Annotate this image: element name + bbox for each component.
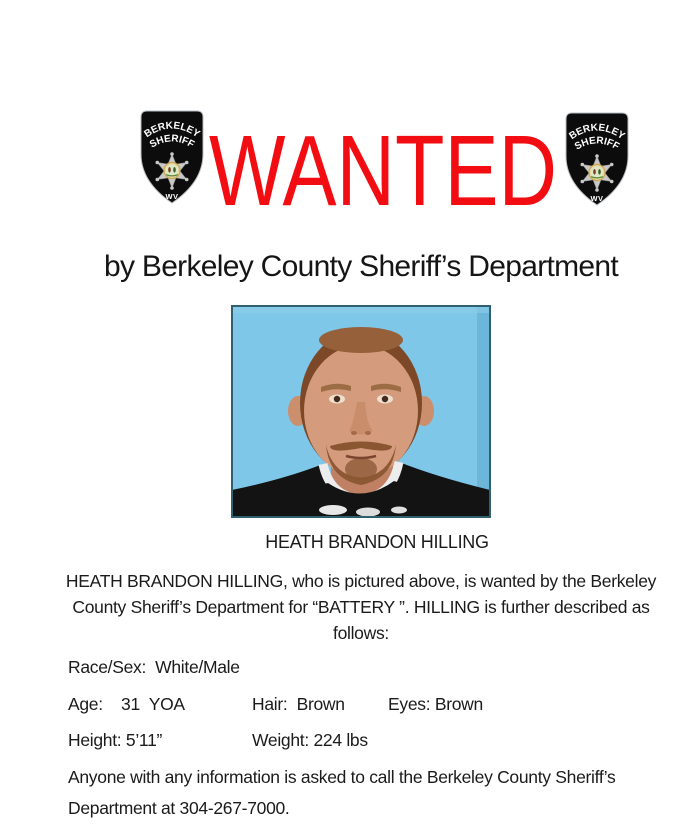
wanted-title: WANTED — [209, 115, 557, 227]
eyes-field: Eyes: Brown — [388, 694, 483, 714]
suspect-photo — [231, 305, 491, 518]
badge-state-label: WV — [165, 192, 179, 201]
description-paragraph: HEATH BRANDON HILLING, who is pictured above, is wanted by the Berkeley County Sheriff’s Department for “BATTERY ”. HILLING is further described as follows: — [65, 571, 657, 643]
photo-caption: HEATH BRANDON HILLING — [265, 532, 489, 552]
hair-field: Hair: Brown — [252, 694, 345, 714]
berkeley-sheriff-badge-icon — [563, 110, 631, 208]
poster-subtitle: by Berkeley County Sheriff’s Department — [103, 250, 619, 283]
height-field: Height: 5’11” — [68, 730, 163, 750]
berkeley-sheriff-badge-icon — [138, 108, 206, 206]
badge-arc-top-label: BERKELEY — [567, 122, 627, 143]
badge-arc-bottom-label: SHERIFF — [572, 135, 622, 153]
badge-arc-top-label: BERKELEY — [142, 120, 202, 141]
detail-row-height-weight — [68, 730, 660, 754]
contact-paragraph: Anyone with any information is asked to call the Berkeley County Sheriff’s Department at 304-267-7000. — [68, 767, 616, 818]
badge-state-label: WV — [590, 194, 604, 203]
race-sex-field: Race/Sex: White/Male — [68, 657, 240, 677]
age-field: Age: 31 YOA — [68, 694, 185, 714]
badge-arc-bottom-label: SHERIFF — [147, 133, 197, 151]
detail-row-race-sex — [68, 657, 660, 681]
detail-row-age-hair-eyes — [68, 694, 660, 718]
weight-field: Weight: 224 lbs — [252, 730, 368, 750]
